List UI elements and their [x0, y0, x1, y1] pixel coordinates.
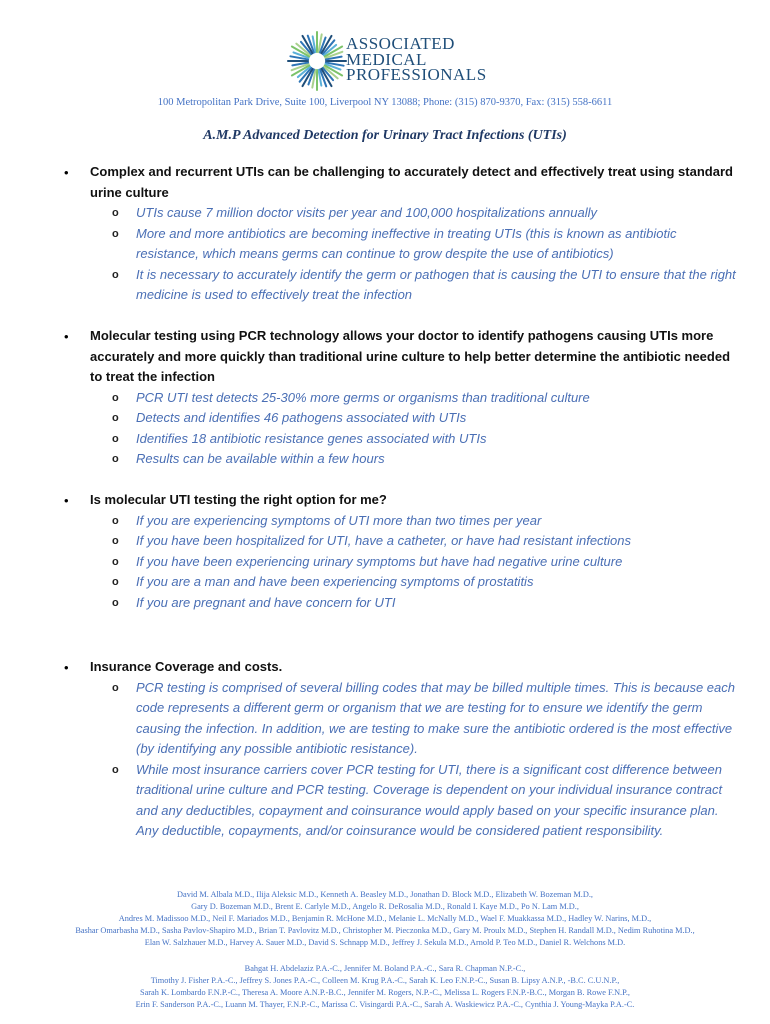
list-item: o While most insurance carriers cover PCR testing for UTI, there is a significant cost difference between traditional urine culture and PCR testing. Coverage is dependent on your individual insurance contract and any deductibles, copayment and coinsurance would apply based on your specific insurance plan. Any deductible, copayments, and/or coinsurance would be considered patient responsibility. [112, 761, 723, 838]
section-heading: Complex and recurrent UTIs can be challenging to accurately detect and effectively treat using standard urine culture [90, 164, 733, 200]
circle-bullet-icon: o [112, 576, 119, 588]
section-molecular-testing [64, 326, 736, 470]
list-item: o Results can be available within a few hours [110, 449, 736, 470]
circle-bullet-icon: o [112, 268, 119, 281]
circle-bullet-icon: o [112, 207, 119, 219]
list-item: o Identifies 18 antibiotic resistance genes associated with UTIs [110, 429, 736, 450]
roster-line: Bashar Omarbasha M.D., Sasha Pavlov-Shapiro M.D., Brian T. Pavlovitz M.D., Christopher M. Pieczonka M.D., Gary M. Proulx M.D., Stephen H. Randall M.D., Nedim Ruhotina M.D., [75, 926, 695, 935]
physician-roster [0, 889, 770, 949]
circle-bullet-icon: o [112, 227, 119, 240]
section-heading: Insurance Coverage and costs. [90, 659, 283, 674]
list-item: o PCR UTI test detects 25-30% more germs or organisms than traditional culture [110, 388, 736, 409]
roster-line: Bahgat H. Abdelaziz P.A.-C., Jennifer M. Boland P.A.-C., Sara R. Chapman N.P.-C., [244, 964, 526, 973]
roster-line: David M. Albala M.D., Ilija Aleksic M.D., Kenneth A. Beasley M.D., Jonathan D. Block M.D., Elizabeth W. Bozeman M.D., [177, 890, 593, 899]
bullet-icon: • [64, 165, 69, 180]
list-item: o UTIs cause 7 million doctor visits per year and 100,000 hospitalizations annually [110, 203, 736, 224]
sub-list [110, 203, 736, 306]
circle-bullet-icon: o [112, 555, 119, 568]
amp-logo [286, 30, 486, 92]
list-item: o If you have been experiencing urinary symptoms but have had negative urine culture [110, 552, 736, 573]
logo-line-1: ASSOCIATED [346, 34, 455, 53]
sub-list [110, 511, 736, 614]
list-item: o If you are pregnant and have concern for UTI [110, 593, 736, 614]
circle-bullet-icon: o [112, 514, 119, 527]
circle-bullet-icon: o [112, 391, 119, 404]
circle-bullet-icon: o [112, 681, 119, 694]
roster-line: Timothy J. Fisher P.A.-C., Jeffrey S. Jones P.A.-C., Colleen M. Krug P.A.-C., Sarah K. Leo F.N.P.-C., Susan B. Lipsy A.N.P., -B.C. C.U.N.P., [150, 976, 620, 985]
section-insurance [64, 657, 736, 842]
bullet-icon: • [64, 329, 69, 344]
list-item: o If you are a man and have been experiencing symptoms of prostatitis [110, 572, 736, 593]
logo-wordmark [346, 36, 487, 83]
bullet-icon: • [64, 660, 69, 675]
section-complex-utis [64, 162, 736, 306]
circle-bullet-icon: o [112, 412, 119, 424]
logo-line-2: MEDICAL [346, 49, 427, 69]
list-item: o It is necessary to accurately identify the germ or pathogen that is causing the UTI to ensure that the right medicine is used to effectively treat the infection [112, 266, 736, 302]
circle-bullet-icon: o [112, 453, 119, 465]
roster-line: Andres M. Madissoo M.D., Neil F. Mariados M.D., Benjamin R. McHone M.D., Melanie L. McNally M.D., Wael F. Muakkassa M.D., Hadley W. Narins, M.D., [118, 914, 652, 923]
sub-list [110, 388, 736, 470]
roster-line: Elan W. Salzhauer M.D., Harvey A. Sauer M.D., David S. Schnapp M.D., Jeffrey J. Sekula M.D., Arnold P. Teo M.D., Daniel R. Welchons M.D. [144, 938, 626, 947]
circle-bullet-icon: o [112, 535, 119, 547]
list-item: o Detects and identifies 46 pathogens associated with UTIs [110, 408, 736, 429]
practice-address: 100 Metropolitan Park Drive, Suite 100, Liverpool NY 13088; Phone: (315) 870-9370, Fax: (315) 558-6611 [157, 97, 613, 108]
roster-line: Sarah K. Lombardo F.N.P.-C., Theresa A. Moore A.N.P.-B.C., Jennifer M. Rogers, N.P.-C., Melissa L. Rogers F.N.P.-B.C., Morgan B. Rowe F.N.P., [140, 988, 630, 997]
sunburst-logo-icon [286, 30, 348, 92]
list-item: o If you have been hospitalized for UTI, have a catheter, or have had resistant infections [110, 531, 736, 552]
logo-line-3: PROFESSIONALS [346, 65, 487, 84]
sub-list [110, 678, 736, 842]
page-title: A.M.P Advanced Detection for Urinary Tract Infections (UTIs) [203, 128, 567, 143]
circle-bullet-icon: o [112, 763, 119, 776]
roster-line: Gary D. Bozeman M.D., Brent E. Carlyle M.D., Angelo R. DeRosalia M.D., Ronald I. Kaye M.D., Po N. Lam M.D., [191, 902, 579, 911]
roster-line: Erin F. Sanderson P.A.-C., Luann M. Thayer, F.N.P.-C., Marissa C. Visingardi P.A.-C., Sarah A. Waskiewicz P.A.-C., Cynthia J. Young-Mayka P.A.-C. [135, 1000, 635, 1009]
list-item: o If you are experiencing symptoms of UTI more than two times per year [110, 511, 736, 532]
bullet-icon: • [64, 493, 69, 508]
list-item: o More and more antibiotics are becoming ineffective in treating UTIs (this is known as antibiotic resistance, which means germs can continue to grow despite the use of antibiotics) [112, 225, 677, 261]
circle-bullet-icon: o [112, 432, 119, 445]
associate-roster [0, 963, 770, 1011]
list-item: o PCR testing is comprised of several billing codes that may be billed multiple times. This is because each code represents a different germ or organism that we are testing for to ensure we identify the germ causing the infection. In addition, we are testing to make sure the antibiotic ordered is the most effective (by identifying any possible antibiotic resistance). [112, 679, 735, 756]
circle-bullet-icon: o [112, 596, 119, 609]
section-heading: Molecular testing using PCR technology allows your doctor to identify pathogens causing UTIs more accurately and more quickly than traditional urine culture to help better determine the antibiotic needed to treat the infection [90, 328, 731, 384]
section-heading: Is molecular UTI testing the right option for me? [90, 492, 387, 507]
section-right-option [64, 490, 736, 613]
